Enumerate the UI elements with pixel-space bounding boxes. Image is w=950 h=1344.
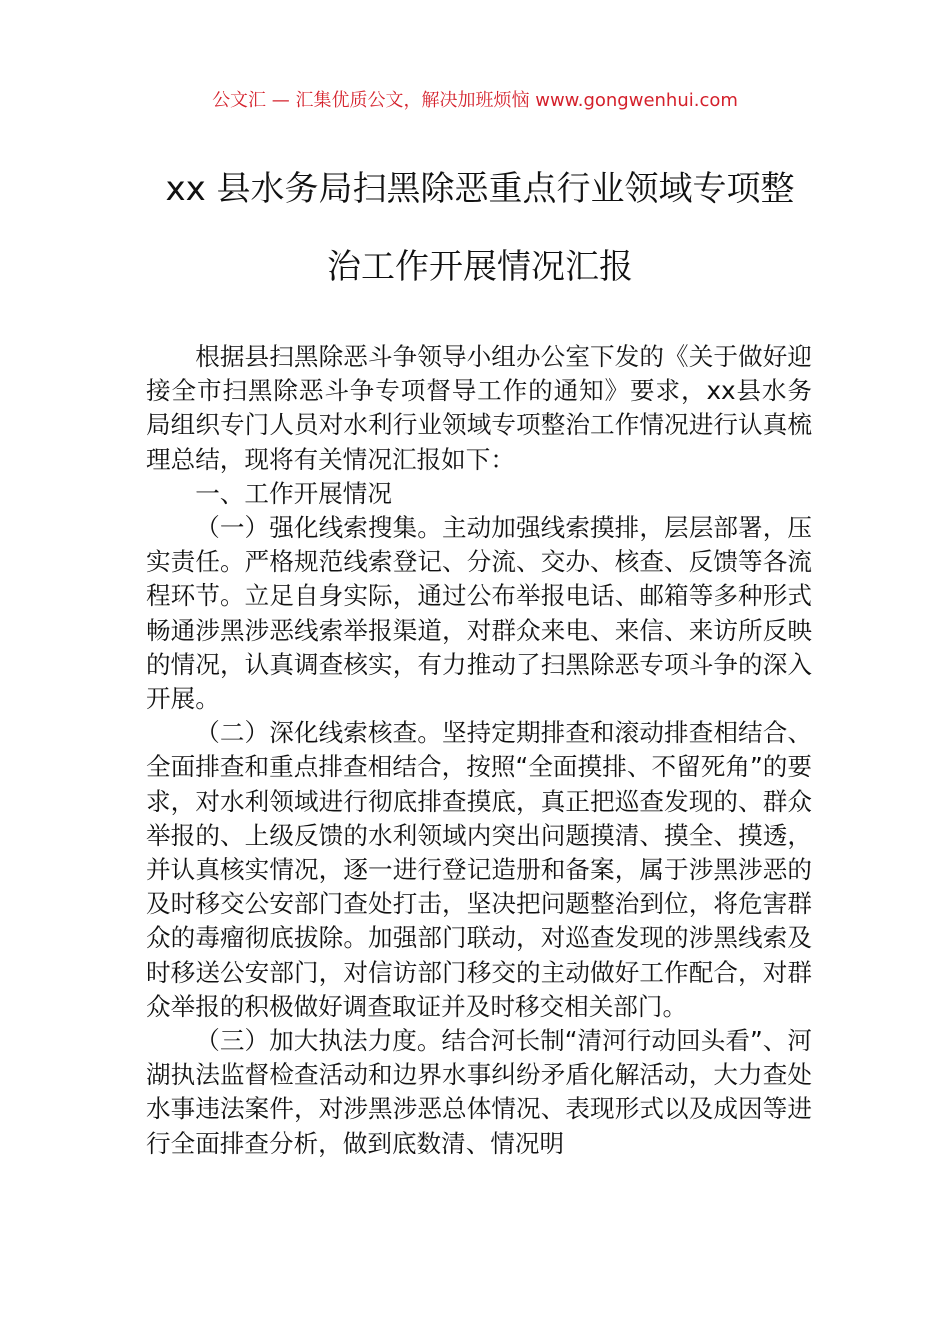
document-title — [100, 150, 860, 306]
document-body — [146, 340, 812, 1161]
watermark-banner: 公文汇 — 汇集优质公文，解决加班烦恼 www.gongwenhui.com — [212, 90, 738, 111]
paragraph-clue-verification: （二）深化线索核查。坚持定期排查和滚动排查相结合、全面排查和重点排查相结合，按照“全面摸排、不留死角”的要求，对水利领域进行彻底排查摸底，真正把巡查发现的、群众举报的、上级反馈的水利领域内突出问题摸清、摸全、摸透，并认真核实情况，逐一进行登记造册和备案，属于涉黑涉恶的及时移交公安部门查处打击，坚决把问题整治到位，将危害群众的毒瘤彻底拔除。加强部门联动，对巡查发现的涉黑线索及时移送公安部门，对信访部门移交的主动做好工作配合，对群众举报的积极做好调查取证并及时移交相关部门。 — [146, 718, 812, 1021]
title-line-1: xx 县水务局扫黑除恶重点行业领域专项整 — [165, 169, 795, 209]
paragraph-intro: 根据县扫黑除恶斗争领导小组办公室下发的《关于做好迎接全市扫黑除恶斗争专项督导工作的通知》要求，xx县水务局组织专门人员对水利行业领域专项整治工作情况进行认真梳理总结，现将有关情况汇报如下： — [146, 342, 812, 474]
paragraph-law-enforcement: （三）加大执法力度。结合河长制“清河行动回头看”、河湖执法监督检查活动和边界水事纠纷矛盾化解活动，大力查处水事违法案件，对涉黑涉恶总体情况、表现形式以及成因等进行全面排查分析，做到底数清、情况明 — [146, 1026, 812, 1158]
paragraph-clue-collection: （一）强化线索搜集。主动加强线索摸排，层层部署，压实责任。严格规范线索登记、分流、交办、核查、反馈等各流程环节。立足自身实际，通过公布举报电话、邮箱等多种形式畅通涉黑涉恶线索举报渠道，对群众来电、来信、来访所反映的情况，认真调查核实，有力推动了扫黑除恶专项斗争的深入开展。 — [146, 513, 812, 714]
section-heading: 一、工作开展情况 — [195, 478, 392, 508]
title-line-2: 治工作开展情况汇报 — [327, 247, 633, 287]
